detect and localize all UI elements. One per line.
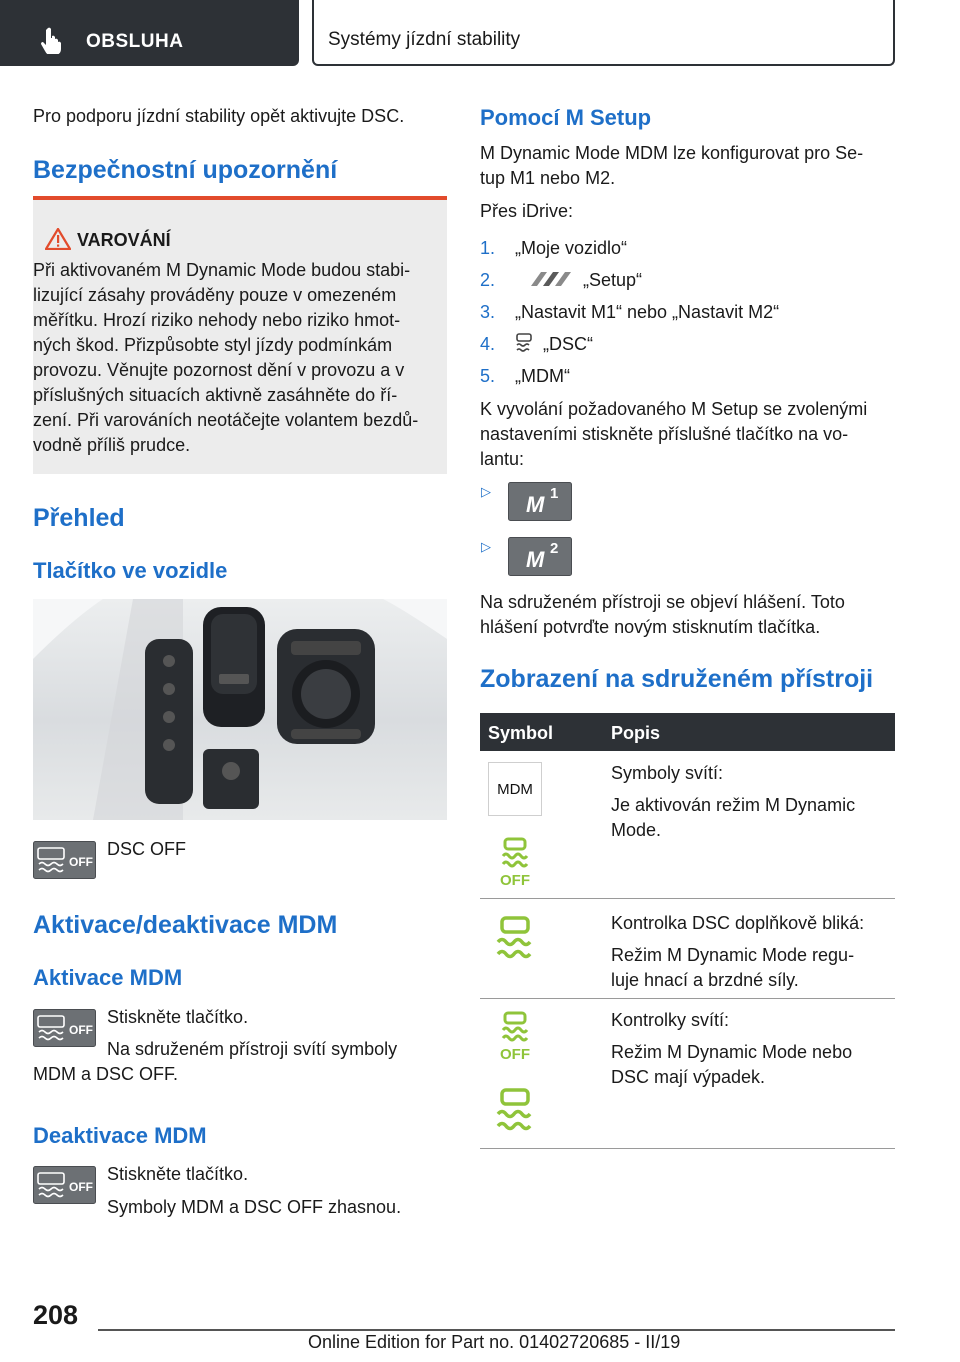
m2-button-icon [508,537,572,576]
button-heading: Tlačítko ve vozidle [33,558,228,583]
step-item [480,236,895,268]
table-divider [480,998,895,999]
overview-heading: Přehled [33,504,125,532]
warning-triangle-icon [45,228,71,250]
dsc-off-lamp-icon [497,1010,533,1062]
intro-text: Pro podporu jízdní stability opět aktivujte DSC. [33,106,405,126]
dsc-off-button-icon [33,1009,96,1047]
row2-line3: luje hnací a brzdné síly. [611,970,799,990]
icon-off-text: OFF [69,855,93,869]
deactivate-step-2: Symboly MDM a DSC OFF zhasnou. [107,1197,402,1217]
msetup-heading: Pomocí M Setup [480,105,652,130]
activate-heading: Aktivace MDM [33,965,183,990]
console-illustration [33,599,447,820]
recall-text-1: K vyvolání požadovaného M Setup se zvolenými [480,399,868,419]
step-text: „MDM“ [515,366,570,386]
edition-note: Online Edition for Part no. 01402720685 - II/19 [308,1332,681,1352]
safety-heading: Bezpečnostní upozornění [33,156,338,184]
step-item [480,300,895,332]
idrive-label: Přes iDrive: [480,201,574,221]
activate-step-1: Stiskněte tlačítko. [107,1007,249,1027]
row3-line1: Kontrolky svítí: [611,1010,730,1030]
dsc-off-button-icon [33,841,96,879]
mdm-symbol-icon [488,762,542,816]
footer-rule [98,1329,895,1331]
step-number: 3. [480,302,496,322]
row1-line1: Symboly svítí: [611,763,724,783]
bullet-marker: ▷ [481,539,491,554]
m-letter: M [526,492,545,517]
step-item [480,364,895,396]
deactivate-heading: Deaktivace MDM [33,1123,207,1148]
activate-step-2: Na sdruženém přístroji svítí symboly [107,1039,398,1059]
col-description: Popis [611,723,661,743]
deactivate-step-1: Stiskněte tlačítko. [107,1164,249,1184]
lamp-off-text: OFF [500,872,530,888]
steps-list [480,236,895,396]
step-text: „Nastavit M1“ nebo „Nastavit M2“ [515,302,780,322]
section-tab [0,0,299,66]
warning-text [33,258,443,458]
col-symbol: Symbol [488,723,554,743]
dsc-car-icon [515,333,533,353]
recall-text-3: lantu: [480,449,525,469]
display-heading: Zobrazení na sdruženém přístroji [480,665,874,693]
warning-line: příslušných situacích aktivně zasáhněte do ří- [33,385,398,405]
mdm-toggle-heading: Aktivace/deaktivace MDM [33,911,338,939]
recall-text-2: nastaveními stiskněte příslušné tlačítko na vo- [480,424,849,444]
step-text: „DSC“ [543,334,593,354]
dsc-off-label: DSC OFF [107,839,186,859]
hand-pointer-icon [40,26,66,54]
row3-line2: Režim M Dynamic Mode nebo [611,1042,853,1062]
warning-box [33,196,447,474]
step-number: 2. [480,270,496,290]
step-text: „Setup“ [583,270,643,290]
warning-line: zení. Při varováních neotáčejte volantem bezdů- [33,410,419,430]
step-number: 5. [480,366,496,386]
row1-line3: Mode. [611,820,662,840]
lamp-off-text: OFF [500,1046,530,1062]
m-letter: M [526,547,545,572]
warning-line: vodně příliš prudce. [33,435,191,455]
icon-off-text: OFF [69,1180,93,1194]
step-number: 1. [480,238,496,258]
step-number: 4. [480,334,496,354]
dsc-off-lamp-icon [497,836,533,888]
dsc-lamp-icon [494,914,536,964]
table-header [480,713,895,751]
msg-text-2: hlášení potvrďte novým stisknutím tlačítka. [480,617,821,637]
warning-line: provozu. Věnujte pozornost dění v provozu a v [33,360,405,380]
chapter-label: Systémy jízdní stability [328,29,521,50]
row3-line3: DSC mají výpadek. [611,1067,766,1087]
mdm-badge-text: MDM [497,781,533,798]
step-text: „Moje vozidlo“ [515,238,628,258]
m2-sup: 2 [550,540,559,557]
bullet-marker: ▷ [481,484,491,499]
msetup-text-1: M Dynamic Mode MDM lze konfigurovat pro Se- [480,143,864,163]
warning-line: Při aktivovaném M Dynamic Mode budou stabi- [33,260,411,280]
m1-button-icon [508,482,572,521]
m-stripes-icon [523,270,573,288]
m1-sup: 1 [550,485,559,502]
step-item [480,332,895,364]
activate-step-3: MDM a DSC OFF. [33,1064,179,1084]
warning-line: měřítku. Hrozí riziko nehody nebo riziko hmot- [33,310,401,330]
warning-line: ných škod. Přizpůsobte styl jízdy podmínkám [33,335,393,355]
table-divider [480,898,895,899]
warning-label: VAROVÁNÍ [77,230,171,250]
dsc-off-button-icon [33,1166,96,1204]
dsc-lamp-icon [494,1086,536,1136]
page-number: 208 [33,1300,79,1330]
row2-line2: Režim M Dynamic Mode regu- [611,945,855,965]
msg-text-1: Na sdruženém přístroji se objeví hlášení. Toto [480,592,845,612]
row1-line2: Je aktivován režim M Dynamic [611,795,856,815]
chapter-tab [312,0,895,66]
step-item [480,268,895,300]
section-label: OBSLUHA [86,31,184,52]
warning-line: lizující zásahy prováděny pouze v omezeném [33,285,397,305]
table-divider [480,1148,895,1149]
row2-line1: Kontrolka DSC doplňkově bliká: [611,913,865,933]
center-console-photo [33,599,447,820]
msetup-text-2: tup M1 nebo M2. [480,168,616,188]
icon-off-text: OFF [69,1023,93,1037]
